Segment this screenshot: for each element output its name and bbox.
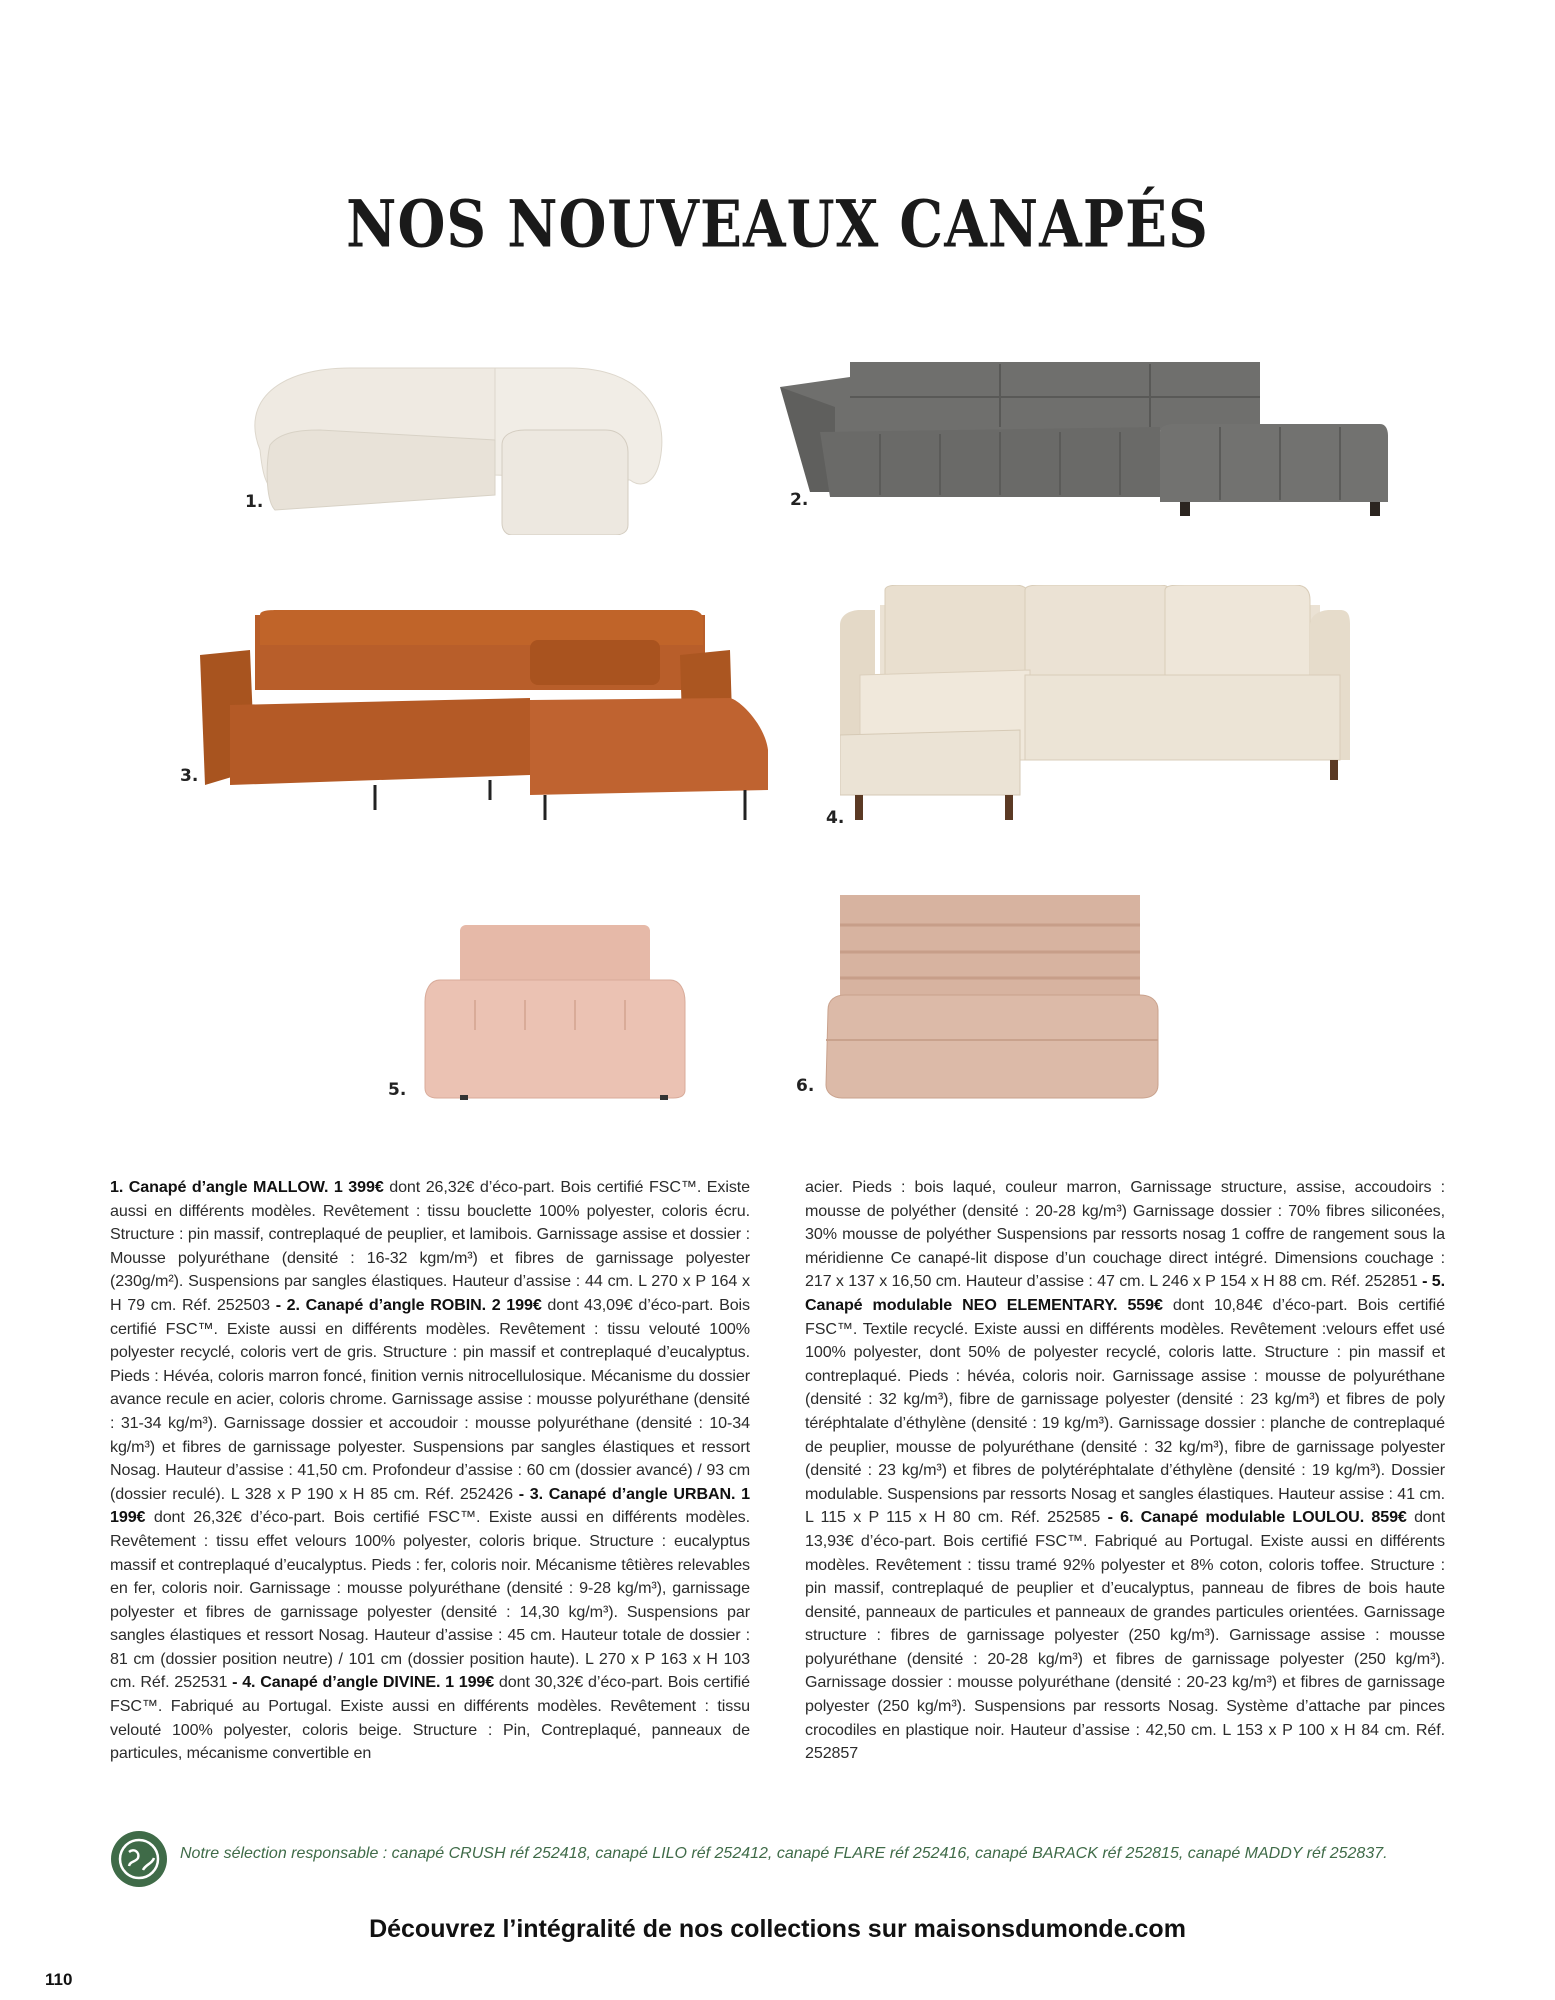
product-details: dont 10,84€ d’éco-part. Bois certifié FSC™. Textile recyclé. Existe aussi en différents modèles. Revêtement :velours effet usé 100% polyester, dont 50% de polyester recyclé, coloris latte. Structure : pin massif et contreplaqué. Pieds : hévéa, coloris noir. Garnissage assise : mousse de polyuréthane (densité : 32 kg/m³), fibre de garnissage polyester (densité : 23 kg/m³) et fibres de poly téréphtalate d’éthylène (densité : 19 kg/m³). Garnissage dossier : planche de contreplaqué de peuplier, mousse de polyuréthane (densité : 32 kg/m³), fibre de garnissage polyester (densité : 23 kg/m³) et fibres de polytéréphtalate d’éthylène (densité : 19 kg/m³). Dossier modulable. Suspensions par ressorts Nosag et sangles élastiques. Hauteur assise : 41 cm. L 115 x P 115 x H 80 cm. Réf. 252585 bbox=[805, 1295, 1445, 1527]
globe-leaf-icon bbox=[110, 1830, 168, 1888]
product-details: dont 26,32€ d’éco-part. Bois certifié FSC™. Existe aussi en différents modèles. Revêtement : tissu bouclette 100% polyester, coloris écru. Structure : pin massif, contreplaqué de peuplier, et lamibois. Garnissage assise et dossier : Mousse polyuréthane (densité : 16-32 kgm/m³) et fibres de garnissage polyester (230g/m²). Suspensions par sangles élastiques. Hauteur d’assise : 44 cm. L 270 x P 164 x H 79 cm. Réf. 252503 bbox=[110, 1178, 750, 1314]
page-title: NOS NOUVEAUX CANAPÉS bbox=[346, 185, 1209, 262]
product-details: acier. Pieds : bois laqué, couleur marron, Garnissage structure, assise, accoudoirs : mousse de polyéther (densité : 20-28 kg/m³) Garnissage dossier : 70% fibres siliconées, 30% mousse de polyéther Suspensions par ressorts nosag 1 coffre de rangement sous la méridienne Ce canapé-lit dispose d’un couchage direct intégré. Dimensions couchage : 217 x 137 x 16,50 cm. Hauteur d’assise : 47 cm. L 246 x P 154 x H 88 cm. Réf. 252851 bbox=[805, 1178, 1445, 1291]
page-number: 110 bbox=[45, 1970, 73, 1989]
product-heading: 1. Canapé d’angle MALLOW. 1 399€ bbox=[110, 1178, 384, 1196]
product-heading: - 2. Canapé d’angle ROBIN. 2 199€ bbox=[275, 1295, 542, 1314]
product-number: 5. bbox=[388, 1080, 407, 1100]
product-image-urban bbox=[200, 610, 770, 825]
product-details: dont 43,09€ d’éco-part. Bois certifié FSC™. Existe aussi en différents modèles. Revêtement : tissu velouté 100% polyester recyclé, coloris vert de gris. Structure : pin massif et contreplaqué d’eucalyptus. Pieds : Hévéa, coloris marron foncé, finition vernis nitrocellulosique. Mécanisme du dossier avance recule en acier, coloris chrome. Garnissage assise : mousse polyuréthane (densité : 31-34 kg/m³). Garnissage dossier et accoudoir : mousse polyuréthane (densité : 10-34 kg/m³) et fibres de garnissage polyester. Suspensions par sangles élastiques et ressort Nosag. Hauteur d’assise : 41,50 cm. Profondeur d’assise : 60 cm (dossier avancé) / 93 cm (dossier reculé). L 328 x P 190 x H 85 cm. Réf. 252426 bbox=[110, 1295, 750, 1503]
product-details: dont 26,32€ d’éco-part. Bois certifié FSC™. Existe aussi en différents modèles. Revêtement : tissu effet velours 100% polyester, coloris brique. Structure : eucalyptus massif et contreplaqué d’eucalyptus. Pieds : fer, coloris noir. Mécanisme têtières relevables en fer, coloris noir. Garnissage : mousse polyuréthane (densité : 9-28 kg/m³), garnissage polyester et fibres de garnissage polyester (densité : 14,30 kg/m³). Suspensions par sangles élastiques et ressort Nosag. Hauteur d’assise : 45 cm. Hauteur totale de dossier : 81 cm (dossier position neutre) / 101 cm (dossier position haute). L 270 x P 163 x H 103 cm. Réf. 252531 bbox=[110, 1508, 750, 1692]
product-heading: - 4. Canapé d’angle DIVINE. 1 199€ bbox=[232, 1673, 495, 1692]
product-image-neo-elementary bbox=[415, 920, 695, 1100]
description-column-right bbox=[805, 1176, 1445, 1766]
responsible-selection-text: Notre sélection responsable : canapé CRUSH réf 252418, canapé LILO réf 252412, canapé FLARE réf 252416, canapé BARACK réf 252815, canapé MADDY réf 252837. bbox=[180, 1845, 1388, 1862]
product-image-robin bbox=[780, 352, 1390, 517]
website-cta: Découvrez l’intégralité de nos collections sur maisonsdumonde.com bbox=[369, 1915, 1186, 1943]
product-details: dont 13,93€ d’éco-part. Bois certifié FSC™. Fabriqué au Portugal. Existe aussi en différents modèles. Revêtement : tissu tramé 92% polyester et 8% coton, coloris toffee. Structure : pin massif, contreplaqué de peuplier et d’eucalyptus, panneau de fibres de bois haute densité, panneaux de particules et panneaux de grandes particules orientées. Garnissage structure : fibres de garnissage polyester (250 kg/m³). Garnissage assise : mousse polyuréthane (densité : 20-28 kg/m³) et fibres de garnissage polyester (250 kg/m³). Garnissage dossier : mousse polyuréthane (densité : 20-23 kg/m³) et fibres de garnissage polyester (250 kg/m³). Suspensions par ressorts Nosag. Système d’attache par pinces crocodiles en plastique noir. Hauteur d’assise : 42,50 cm. L 153 x P 100 x H 84 cm. Réf. 252857 bbox=[805, 1508, 1446, 1763]
product-number: 2. bbox=[790, 490, 809, 510]
product-number: 1. bbox=[245, 492, 264, 512]
product-image-mallow bbox=[240, 360, 680, 535]
product-heading: - 5. Canapé modulable NEO ELEMENTARY. 559€ bbox=[805, 1272, 1445, 1314]
product-number: 6. bbox=[796, 1076, 815, 1096]
product-heading: - 3. Canapé d’angle URBAN. 1 199€ bbox=[110, 1484, 750, 1527]
product-image-loulou bbox=[820, 890, 1165, 1100]
product-heading: - 6. Canapé modulable LOULOU. 859€ bbox=[1107, 1508, 1407, 1527]
description-column-left bbox=[110, 1176, 750, 1766]
product-details: dont 30,32€ d’éco-part. Bois certifié FSC™. Fabriqué au Portugal. Existe aussi en différents modèles. Revêtement : tissu velouté 100% polyester, coloris beige. Structure : Pin, Contreplaqué, panneaux de particules, mécanisme convertible en bbox=[110, 1673, 750, 1763]
product-number: 3. bbox=[180, 766, 199, 786]
product-number: 4. bbox=[826, 808, 845, 828]
product-image-divine bbox=[840, 585, 1350, 820]
